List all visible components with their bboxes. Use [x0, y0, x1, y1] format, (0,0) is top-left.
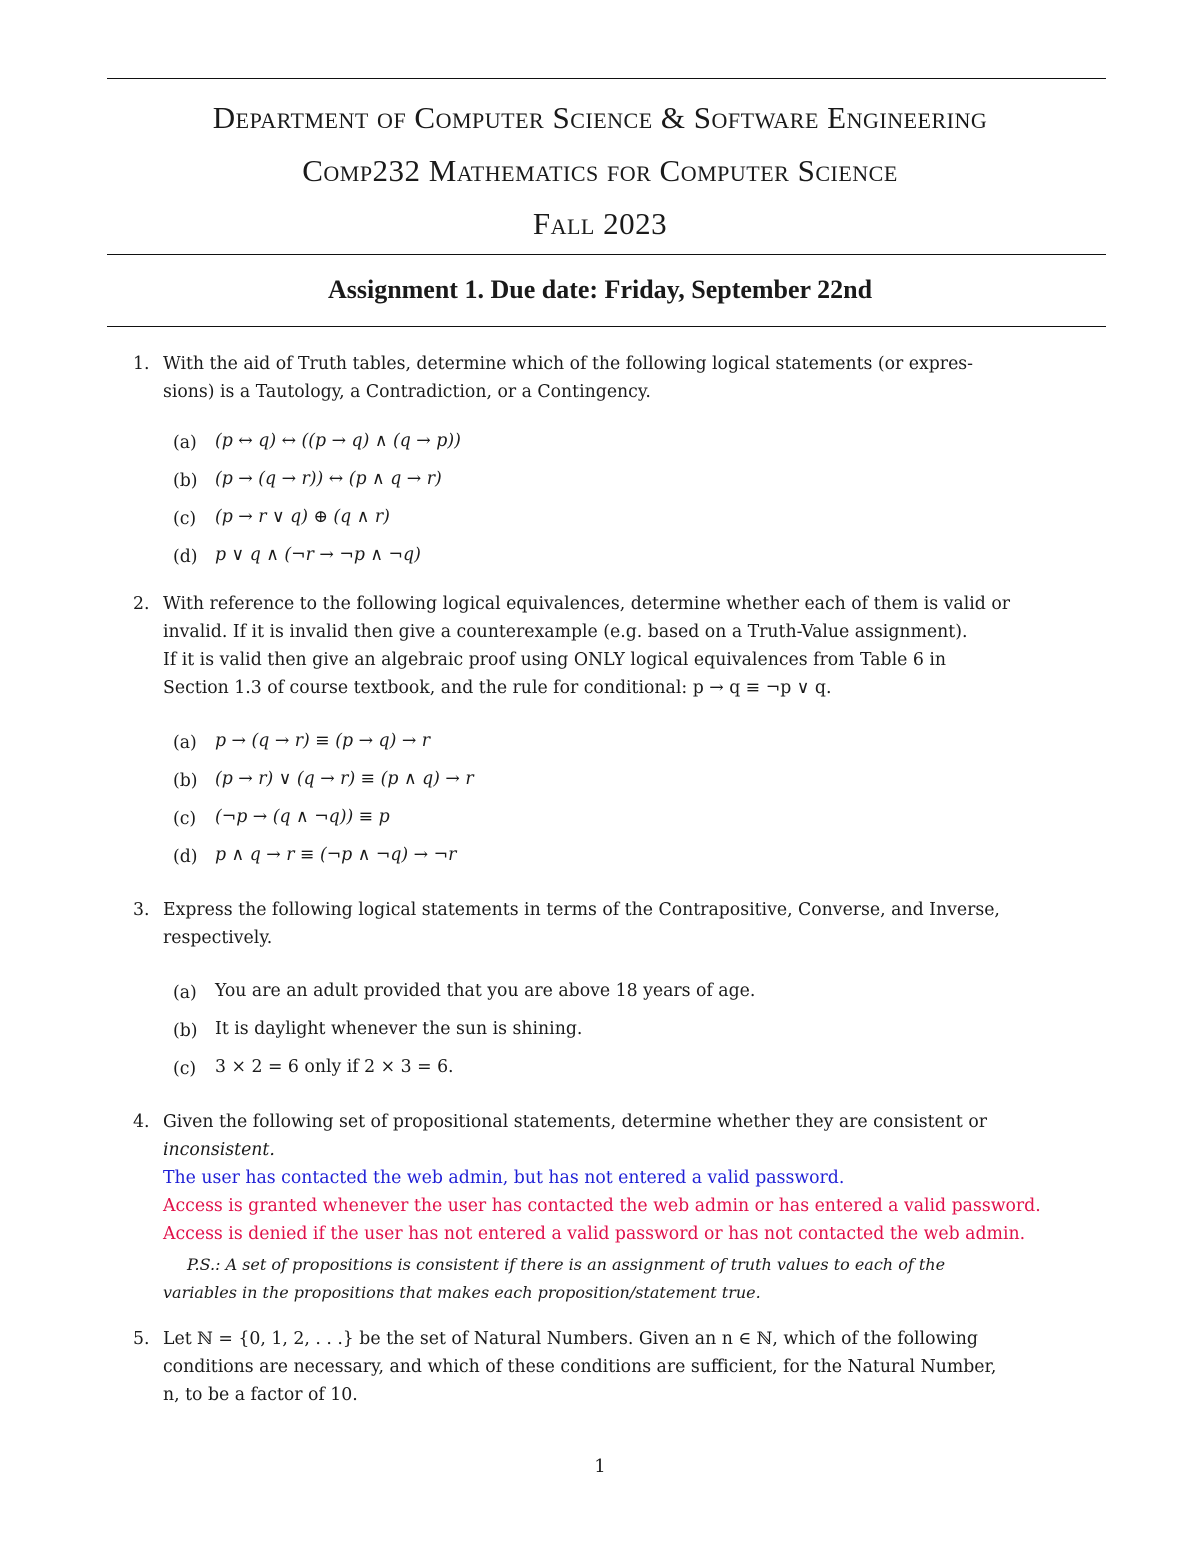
q5-line-3: n, to be a factor of 10. [163, 1385, 358, 1405]
q2-item-c-expr: (¬p → (q ∧ ¬q)) ≡ p [215, 807, 390, 827]
q5-number: 5. [133, 1329, 150, 1349]
q4-statement-3: Access is denied if the user has not entered a valid password or has not contacted the web admin. [163, 1224, 1026, 1244]
q4-number: 4. [133, 1112, 150, 1132]
q1-line-1: With the aid of Truth tables, determine which of the following logical statements (or expres- [163, 354, 974, 374]
q3-item-a-text: You are an adult provided that you are above 18 years of age. [215, 981, 756, 1001]
q4-ps-line-2: variables in the propositions that makes each proposition/statement true. [163, 1283, 761, 1302]
q1-item-c-label: (c) [173, 509, 197, 529]
q4-line-1: Given the following set of propositional statements, determine whether they are consistent or [163, 1112, 987, 1132]
course-heading: Comp232 Mathematics for Computer Science [302, 153, 898, 188]
q3-line-2: respectively. [163, 928, 273, 948]
q2-item-d-expr: p ∧ q → r ≡ (¬p ∧ ¬q) → ¬r [215, 845, 457, 865]
middle-rule [107, 254, 1106, 255]
q3-number: 3. [133, 900, 150, 920]
term-heading: Fall 2023 [532, 206, 668, 241]
q2-line-3: If it is valid then give an algebraic proof using ONLY logical equivalences from Table 6 in [163, 650, 946, 670]
title-rule [107, 326, 1106, 327]
department-heading: Department of Computer Science & Software Engineering [212, 100, 988, 135]
q4-statement-1: The user has contacted the web admin, but has not entered a valid password. [163, 1168, 845, 1188]
q2-item-d-label: (d) [173, 847, 198, 867]
q2-item-c-label: (c) [173, 809, 197, 829]
q1-item-a-label: (a) [173, 433, 197, 453]
q1-item-b-expr: (p → (q → r)) ↔ (p ∧ q → r) [215, 469, 442, 489]
assignment-title: Assignment 1. Due date: Friday, September 22nd [327, 275, 873, 304]
q2-item-b-expr: (p → r) ∨ (q → r) ≡ (p ∧ q) → r [215, 769, 474, 789]
top-rule [107, 78, 1106, 79]
q1-item-d-expr: p ∨ q ∧ (¬r → ¬p ∧ ¬q) [215, 545, 421, 565]
q3-line-1: Express the following logical statements in terms of the Contrapositive, Converse, and Inverse, [163, 900, 1000, 920]
q1-item-c-expr: (p → r ∨ q) ⊕ (q ∧ r) [215, 507, 390, 527]
q1-item-d-label: (d) [173, 547, 198, 567]
q2-item-a-expr: p → (q → r) ≡ (p → q) → r [215, 731, 431, 751]
q1-item-a-expr: (p ↔ q) ↔ ((p → q) ∧ (q → p)) [215, 431, 461, 451]
q2-line-2: invalid. If it is invalid then give a counterexample (e.g. based on a Truth-Value assignment). [163, 622, 968, 642]
q3-item-b-label: (b) [173, 1021, 198, 1041]
q1-line-2: sions) is a Tautology, a Contradiction, or a Contingency. [163, 382, 651, 402]
q2-line-1: With reference to the following logical equivalences, determine whether each of them is valid or [163, 594, 1010, 614]
q3-item-c-text: 3 × 2 = 6 only if 2 × 3 = 6. [215, 1057, 454, 1077]
q2-item-b-label: (b) [173, 771, 198, 791]
page-number: 1 [594, 1456, 606, 1477]
q3-item-c-label: (c) [173, 1059, 197, 1079]
q3-item-b-text: It is daylight whenever the sun is shining. [215, 1019, 583, 1039]
q2-item-a-label: (a) [173, 733, 197, 753]
q1-item-b-label: (b) [173, 471, 198, 491]
q2-line-4: Section 1.3 of course textbook, and the rule for conditional: p → q ≡ ¬p ∨ q. [163, 678, 832, 698]
q4-ps-line-1: P.S.: A set of propositions is consistent if there is an assignment of truth values to each of the [187, 1255, 946, 1274]
q2-number: 2. [133, 594, 150, 614]
q5-line-2: conditions are necessary, and which of these conditions are sufficient, for the Natural Number, [163, 1357, 997, 1377]
q4-statement-2: Access is granted whenever the user has contacted the web admin or has entered a valid password. [163, 1196, 1041, 1216]
q4-line-2: inconsistent. [163, 1140, 275, 1160]
q3-item-a-label: (a) [173, 983, 197, 1003]
q1-number: 1. [133, 354, 150, 374]
q5-line-1: Let ℕ = {0, 1, 2, . . .} be the set of Natural Numbers. Given an n ∈ ℕ, which of the following [163, 1329, 978, 1349]
